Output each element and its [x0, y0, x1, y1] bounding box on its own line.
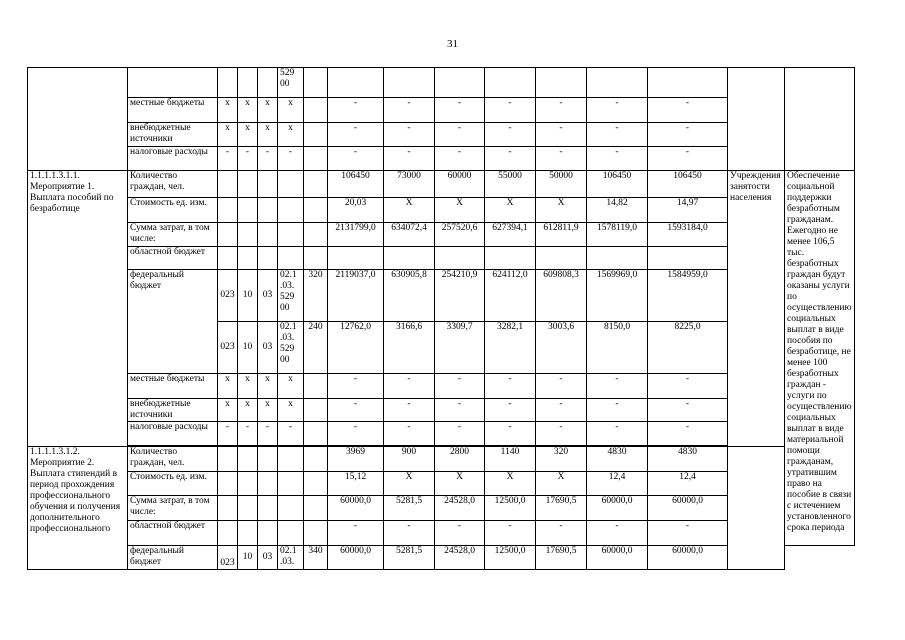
row-label: налоговые расходы: [128, 422, 218, 446]
row-label: местные бюджеты: [128, 98, 218, 123]
table-row: областной бюджет - - - - - - -: [28, 521, 855, 546]
row-label: областной бюджет: [128, 521, 218, 546]
csr-code: 02.1 .03.: [278, 546, 304, 570]
row-label: внебюджетные источники: [128, 123, 218, 147]
row-label: Стоимость ед. изм.: [128, 198, 218, 223]
table-row: федеральный бюджет 023 10 03 02.1 .03. 340 60000,0 5281,5 24528,0 12500,0 17690,5 60000,0 60000,0: [28, 546, 855, 570]
table-row: Стоимость ед. изм. 15,12 Х Х Х Х 12,4 12,4: [28, 472, 855, 496]
table-row: внебюджетные источники х х х х - - - - - - -: [28, 123, 855, 147]
table-row: налоговые расходы - - - - - - - - - - -: [28, 422, 855, 446]
cont-name-cell: [28, 68, 128, 171]
result-description: Обеспечение социальной поддержки безработным гражданам. Ежегодно не менее 106,5 тыс. безработных граждан будут оказаны услуги по осуществлению социальных выплат в виде пособия по безработице, не менее 100 безработных граждан - услуги по осуществлению социальных выплат в виде материальной помощи гражданам, утратившим право на пособие в связи с истечением установленного срока периода: [785, 171, 855, 546]
csr-code: 02.1 .03. 529 00: [278, 322, 304, 374]
table-row: местные бюджеты х х х х - - - - - - -: [28, 98, 855, 123]
table-row: 1.1.1.1.3.1.1. Мероприятие 1. Выплата пособий по безработице Количество граждан, чел. 106450 73000 60000 55000 50000 106450 106450 Учреждения занятости населения Обеспечение социальной поддержки безработным гражданам. Ежегодно не менее 106,5 тыс. безработных граждан будут оказаны услуги по осуществлению социальных выплат в виде пособия по безработице, не менее 100 безработных граждан - услуги по осуществлению социальных выплат в виде материальной помощи гражданам, утратившим право на пособие в связи с истечением установленного срока периода: [28, 171, 855, 198]
measure-2-executor: [728, 447, 785, 570]
table-row: Стоимость ед. изм. 20,03 Х Х Х Х 14,82 14,97: [28, 198, 855, 223]
budget-table: [27, 67, 855, 570]
table-body: [28, 68, 855, 570]
table-row: 023 10 03 02.1 .03. 529 00 240 12762,0 3166,6 3309,7 3282,1 3003,6 8150,0 8225,0: [28, 322, 855, 374]
csr-code: 529 00: [278, 68, 304, 98]
row-label: Количество граждан, чел.: [128, 447, 218, 472]
csr-code: 02.1 .03. 529 00: [278, 270, 304, 322]
table-row: 1.1.1.1.3.1.2. Мероприятие 2. Выплата стипендий в период прохождения профессионального обучения и получения дополнительного профессионального Количество граждан, чел. 3969 900 2800 1140 320 4830 4830: [28, 447, 855, 472]
row-label: Количество граждан, чел.: [128, 171, 218, 198]
row-label: Сумма затрат, в том числе:: [128, 223, 218, 247]
row-label: федеральный бюджет: [128, 546, 218, 570]
table-row: [28, 68, 855, 98]
cont-executor-cell: [728, 68, 785, 171]
table-row: налоговые расходы - - - - - - - - - - -: [28, 147, 855, 171]
row-label: федеральный бюджет: [128, 270, 218, 374]
table-row: Сумма затрат, в том числе: 60000,0 5281,5 24528,0 12500,0 17690,5 60000,0 60000,0: [28, 496, 855, 521]
measure-1-executor: Учреждения занятости населения: [728, 171, 785, 447]
measure-2-name: 1.1.1.1.3.1.2. Мероприятие 2. Выплата стипендий в период прохождения профессионального обучения и получения дополнительного профессионального: [28, 447, 128, 570]
row-label: местные бюджеты: [128, 374, 218, 399]
cont-result-cell: [785, 68, 855, 171]
row-label: Стоимость ед. изм.: [128, 472, 218, 496]
table-row: Сумма затрат, в том числе: 2131799,0 634072,4 257520,6 627394,1 612811,9 1578119,0 1593184,0: [28, 223, 855, 247]
table-row: внебюджетные источники х х х х - - - - - - -: [28, 399, 855, 422]
measure-1-name: 1.1.1.1.3.1.1. Мероприятие 1. Выплата пособий по безработице: [28, 171, 128, 447]
table-row: федеральный бюджет 023 10 03 02.1 .03. 529 00 320 2119037,0 630905,8 254210,9 624112,0 609808,3 1569969,0 1584959,0: [28, 270, 855, 322]
row-label: Сумма затрат, в том числе:: [128, 496, 218, 521]
row-label: областной бюджет: [128, 247, 218, 270]
table-row: местные бюджеты х х х х - - - - - - -: [28, 374, 855, 399]
row-label: внебюджетные источники: [128, 399, 218, 422]
page-number: 31: [447, 38, 458, 50]
row-label: налоговые расходы: [128, 147, 218, 171]
